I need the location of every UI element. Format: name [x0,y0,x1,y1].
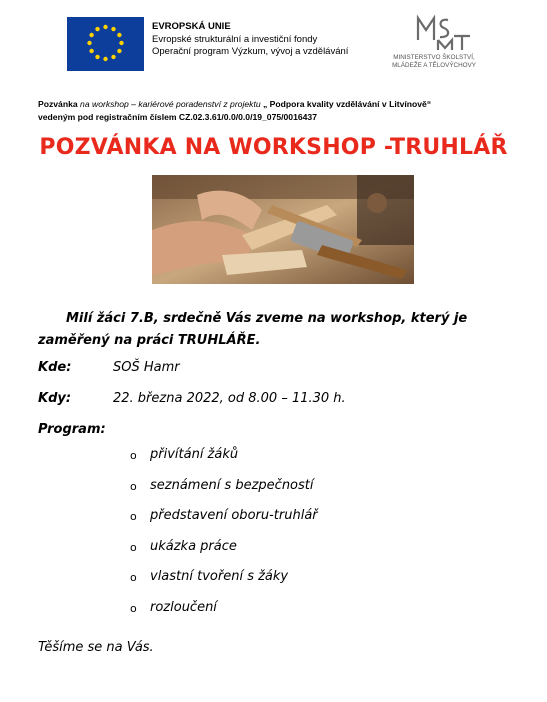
bullet-icon: o [130,571,137,584]
intro-text [38,308,488,352]
list-item [130,447,318,478]
eu-program: Operační program Výzkum, vývoj a vzdělávání [152,46,349,57]
eu-program-text [152,21,348,59]
program-item-text: přivítání žáků [150,447,239,462]
bullet-icon: o [130,510,137,523]
msmt-line-2: MLÁDEŽE A TĚLOVÝCHOVY [392,61,476,69]
when-label: Kdy: [38,391,72,406]
msmt-name [378,54,490,69]
when-value: 22. března 2022, od 8.00 – 11.30 h. [113,391,346,406]
intro-line-2: zaměřený na práci TRUHLÁŘE. [38,333,261,348]
eu-flag-logo [67,17,144,71]
program-item-text: představení oboru-truhlář [150,508,318,523]
project-info [38,98,518,124]
eu-funds: Evropské strukturální a investiční fondy [152,33,318,45]
msmt-line-1: MINISTERSTVO ŠKOLSTVÍ, [393,54,475,61]
list-item [130,508,318,539]
where-label: Kde: [38,360,72,375]
page-title: POZVÁNKA NA WORKSHOP -TRUHLÁŘ [39,135,508,160]
list-item [130,539,318,570]
project-name: „ Podpora kvality vzdělávání v Litvínově“ [263,99,432,109]
eu-title: EVROPSKÁ UNIE [152,21,231,32]
program-item-text: ukázka práce [150,538,237,554]
list-item [130,600,318,631]
closing-text: Těšíme se na Vás. [38,640,154,655]
eu-stars-icon [67,17,144,71]
bullet-icon: o [130,479,137,493]
program-item-text: rozloučení [150,599,217,615]
bullet-icon: o [130,540,137,554]
program-list [130,447,318,630]
bullet-icon: o [130,601,137,615]
carpentry-photo [152,175,414,284]
intro-line-1: Milí žáci 7.B, srdečně Vás zveme na workshop, který je [66,311,468,326]
project-registration: vedeným pod registračním číslem CZ.02.3.61/0.0/0.0/19_075/0016437 [38,112,317,122]
list-item [130,569,318,600]
project-lead: Pozvánka [38,99,78,109]
program-item-text: seznámení s bezpečností [150,477,314,493]
program-item-text: vlastní tvoření s žáky [150,569,289,584]
list-item [130,478,318,509]
where-value: SOŠ Hamr [113,360,180,375]
project-italic: na workshop – kariérové poradenství z projektu [77,99,263,109]
bullet-icon: o [130,449,137,462]
msmt-monogram-icon [388,14,484,54]
carpentry-photo-icon [152,175,414,284]
program-label: Program: [38,422,106,437]
